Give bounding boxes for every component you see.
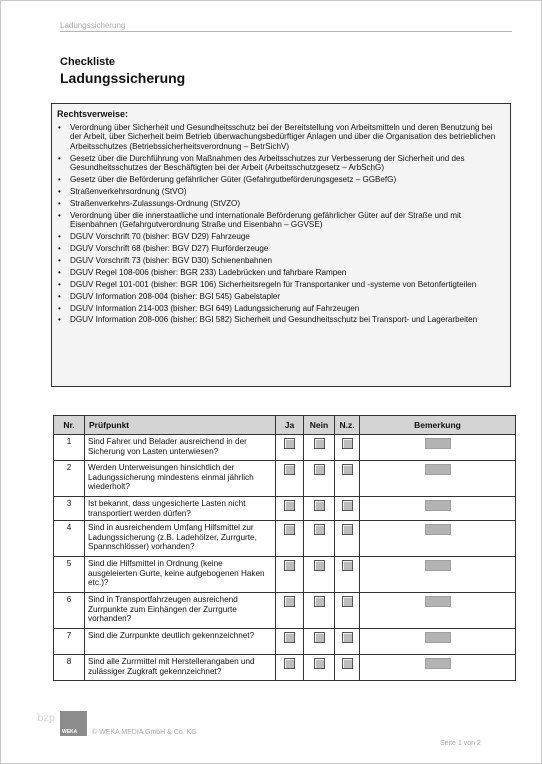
no-checkbox[interactable]	[314, 464, 325, 475]
not-applicable-checkbox[interactable]	[342, 524, 353, 535]
publisher-logo-text: WEKA	[62, 729, 78, 735]
bullet-icon: •	[58, 175, 61, 185]
table-row	[54, 521, 516, 557]
remark-field[interactable]	[425, 524, 451, 535]
yes-checkbox[interactable]	[284, 464, 295, 475]
not-applicable-checkbox[interactable]	[342, 596, 353, 607]
yes-checkbox[interactable]	[284, 438, 295, 449]
remark-field[interactable]	[425, 658, 451, 669]
check-question: Sind in ausreichendem Umfang Hilfsmittel zur Ladungssicherung (z.B. Ladehölzer, Zurrgurte, Spannschlösser) vorhanden?	[85, 521, 276, 557]
table-row	[54, 461, 516, 497]
no-checkbox[interactable]	[314, 524, 325, 535]
reference-item	[57, 268, 502, 277]
yes-checkbox[interactable]	[284, 560, 295, 571]
check-question: Sind alle Zurrmittel mit Herstellerangaben und zulässiger Zugkraft gekennzeichnet?	[85, 655, 276, 681]
bullet-icon: •	[58, 186, 61, 196]
column-header-yes: Ja	[276, 416, 304, 435]
bullet-icon: •	[58, 279, 61, 289]
column-header-point: Prüfpunkt	[85, 416, 276, 435]
bullet-icon: •	[58, 303, 61, 313]
yes-checkbox[interactable]	[284, 500, 295, 511]
remark-field[interactable]	[425, 464, 451, 475]
doc-subtitle: Checkliste	[60, 56, 116, 68]
reference-text: Verordnung über Sicherheit und Gesundheitsschutz bei der Bereitstellung von Arbeitsmitteln und deren Benutzung bei der Arbeit, über Sicherheit beim Betrieb überwachungsbedürftiger Anlagen und über die Organisation des betrieblichen Arbeitsschutzes (Betriebssicherheitsverordnung – BetrSichV)	[70, 123, 496, 151]
checklist-header-row	[54, 416, 516, 435]
footer-page-number: Seite 1 von 2	[440, 740, 481, 747]
yes-checkbox[interactable]	[284, 658, 295, 669]
reference-item	[57, 315, 502, 324]
no-checkbox[interactable]	[314, 438, 325, 449]
yes-checkbox[interactable]	[284, 632, 295, 643]
table-row	[54, 593, 516, 629]
reference-text: Straßenverkehrsordnung (StVO)	[70, 186, 187, 196]
no-checkbox[interactable]	[314, 632, 325, 643]
reference-item	[57, 304, 502, 313]
reference-item	[57, 175, 502, 184]
remark-field[interactable]	[425, 500, 451, 511]
remark-field[interactable]	[425, 438, 451, 449]
not-applicable-checkbox[interactable]	[342, 500, 353, 511]
row-number: 2	[54, 461, 85, 497]
check-question: Ist bekannt, dass ungesicherte Lasten nicht transportiert werden dürfen?	[85, 497, 276, 521]
table-row	[54, 497, 516, 521]
running-header: Ladungssicherung	[60, 21, 126, 30]
reference-item	[57, 256, 502, 265]
column-header-no: Nein	[304, 416, 335, 435]
bullet-icon: •	[58, 255, 61, 265]
reference-text: DGUV Information 214-003 (bisher: BGI 649) Ladungssicherung auf Fahrzeugen	[70, 303, 360, 313]
bullet-icon: •	[58, 291, 61, 301]
legal-references-box	[51, 103, 511, 387]
reference-text: Verordnung über die innerstaatliche und internationale Beförderung gefährlicher Güter auf der Straße und mit Eisenbahnen (Gefahrgutverordnung Straße und Eisenbahn – GGVSE)	[70, 210, 461, 230]
table-row	[54, 435, 516, 461]
reference-text: Straßenverkehrs-Zulassungs-Ordnung (StVZO)	[70, 198, 241, 208]
row-number: 3	[54, 497, 85, 521]
legal-references-heading: Rechtsverweise:	[57, 109, 129, 119]
reference-text: DGUV Regel 101-001 (bisher: BGR 106) Sicherheitsregeln für Transportanker und -systeme von Betonfertigteilen	[70, 279, 477, 289]
reference-text: DGUV Information 208-006 (bisher: BGI 582) Sicherheit und Gesundheitsschutz bei Transport- und Lagerarbeiten	[70, 315, 478, 325]
row-number: 7	[54, 629, 85, 655]
reference-text: DGUV Vorschrift 70 (bisher: BGV D29) Fahrzeuge	[70, 232, 250, 242]
row-number: 6	[54, 593, 85, 629]
column-header-remark: Bemerkung	[360, 416, 516, 435]
not-applicable-checkbox[interactable]	[342, 438, 353, 449]
reference-item	[57, 244, 502, 253]
not-applicable-checkbox[interactable]	[342, 464, 353, 475]
bullet-icon: •	[58, 198, 61, 208]
header-rule	[60, 31, 512, 32]
row-number: 5	[54, 557, 85, 593]
row-number: 4	[54, 521, 85, 557]
reference-item	[57, 199, 502, 208]
footer-copyright: © WEKA MEDIA GmbH & Co. KG	[92, 729, 197, 736]
row-number: 8	[54, 655, 85, 681]
table-row	[54, 557, 516, 593]
reference-text: DGUV Information 208-004 (bisher: BGI 545) Gabelstapler	[70, 291, 281, 301]
remark-field[interactable]	[425, 632, 451, 643]
not-applicable-checkbox[interactable]	[342, 658, 353, 669]
reference-text: Gesetz über die Durchführung von Maßnahmen des Arbeitsschutzes zur Verbesserung der Sicherheit und des Gesundheitsschutzes der Beschäftigten bei der Arbeit (Arbeitsschutzgesetz – ArbSchG)	[70, 153, 465, 173]
bullet-icon: •	[58, 153, 61, 163]
reference-item	[57, 280, 502, 289]
reference-item	[57, 232, 502, 241]
not-applicable-checkbox[interactable]	[342, 632, 353, 643]
table-row	[54, 655, 516, 681]
yes-checkbox[interactable]	[284, 596, 295, 607]
no-checkbox[interactable]	[314, 500, 325, 511]
remark-field[interactable]	[425, 560, 451, 571]
no-checkbox[interactable]	[314, 658, 325, 669]
not-applicable-checkbox[interactable]	[342, 560, 353, 571]
check-question: Werden Unterweisungen hinsichtlich der Ladungssicherung mindestens einmal jährlich wiederholt?	[85, 461, 276, 497]
reference-item	[57, 292, 502, 301]
bullet-icon: •	[58, 315, 61, 325]
check-question: Sind die Zurrpunkte deutlich gekennzeichnet?	[85, 629, 276, 655]
bullet-icon: •	[58, 210, 61, 220]
bullet-icon: •	[58, 123, 61, 132]
reference-text: DGUV Regel 108-006 (bisher: BGR 233) Ladebrücken und fahrbare Rampen	[70, 267, 347, 277]
column-header-na: N.z.	[335, 416, 360, 435]
reference-text: DGUV Vorschrift 73 (bisher: BGV D30) Schienenbahnen	[70, 255, 272, 265]
reference-item	[57, 123, 502, 151]
table-row	[54, 629, 516, 655]
check-question: Sind in Transportfahrzeugen ausreichend Zurrpunkte zum Einhängen der Zurrgurte vorhanden?	[85, 593, 276, 629]
check-question: Sind Fahrer und Belader ausreichend in der Sicherung von Lasten unterwiesen?	[85, 435, 276, 461]
no-checkbox[interactable]	[314, 596, 325, 607]
remark-field[interactable]	[425, 596, 451, 607]
doc-title: Ladungssicherung	[60, 70, 186, 86]
row-number: 1	[54, 435, 85, 461]
logo-mark: bzp	[37, 713, 56, 724]
reference-item	[57, 211, 502, 230]
reference-text: DGUV Vorschrift 68 (bisher: BGV D27) Flurförderzeuge	[70, 243, 269, 253]
check-question: Sind die Hilfsmittel in Ordnung (keine ausgeleierten Gurte, keine aufgebogenen Haken etc.)?	[85, 557, 276, 593]
no-checkbox[interactable]	[314, 560, 325, 571]
column-header-nr: Nr.	[54, 416, 85, 435]
bullet-icon: •	[58, 232, 61, 242]
yes-checkbox[interactable]	[284, 524, 295, 535]
bullet-icon: •	[58, 243, 61, 253]
legal-references-list	[57, 123, 502, 325]
publisher-logo	[60, 711, 87, 736]
bullet-icon: •	[58, 267, 61, 277]
reference-text: Gesetz über die Beförderung gefährlicher Güter (Gefahrgutbeförderungsgesetz – GGBefG)	[70, 175, 397, 185]
checklist-table	[53, 415, 516, 681]
reference-item	[57, 154, 502, 173]
reference-item	[57, 187, 502, 196]
